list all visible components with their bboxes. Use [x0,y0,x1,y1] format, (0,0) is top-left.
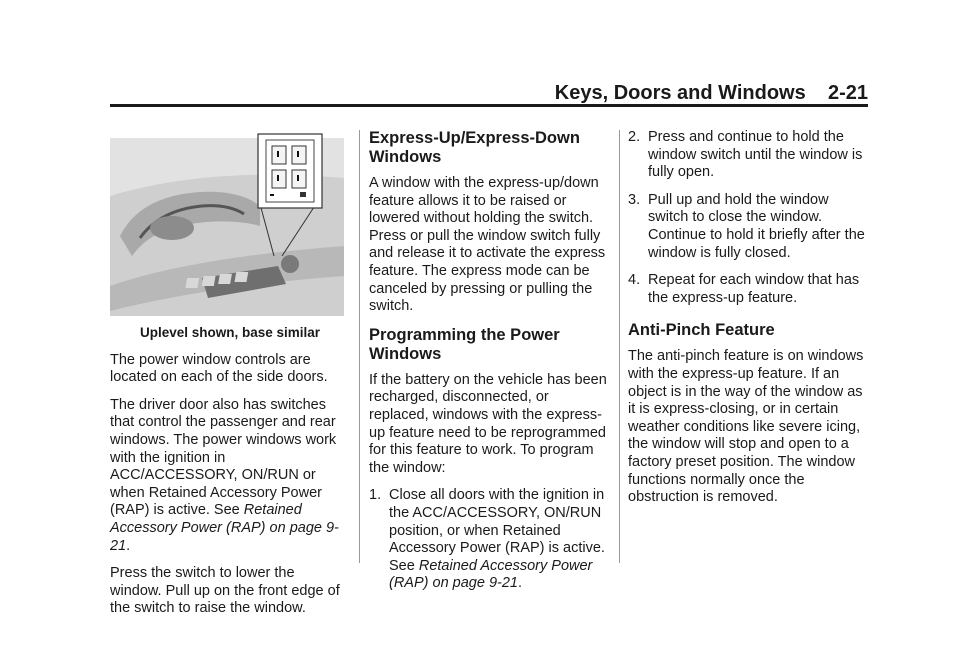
paragraph-programming-intro: If the battery on the vehicle has been recharged, disconnected, or replaced, windows with the express-up feature need to be reprogrammed for this feature to work. To program the window: [369,371,607,476]
step-2 [628,129,870,182]
step-3 [628,192,870,262]
step-1 [369,487,609,593]
step-1-number: 1. [369,487,382,504]
step-2-text: Press and continue to hold the window switch until the window is fully open. [648,129,863,181]
paragraph-anti-pinch: The anti-pinch feature is on windows with the express-up feature. If an object is in the way of the window as it is express-closing, or in certain weather conditions like severe icing, the window will stop and open to a factory preset position. The window functions normally once the obstruction is removed. [628,348,864,506]
paragraph-controls-location: The power window controls are located on each of the side doors. [110,351,328,386]
step-1-rap-link[interactable]: Retained Accessory Power (RAP) on page 9-21 [389,557,593,592]
figure-caption: Uplevel shown, base similar [139,325,321,340]
heading-anti-pinch: Anti-Pinch Feature [628,321,775,340]
driver-door-text: The driver door also has switches that control the passenger and rear windows. The power windows work with the ignition in ACC/ACCESSORY, ON/RUN or when Retained Accessory Power (RAP) is active. See [110,396,337,519]
step-2-number: 2. [628,129,641,145]
step-1-text-end: . [517,575,522,592]
column-2 [369,129,609,603]
steps-list-part-1 [369,487,609,593]
paragraph-driver-door [110,397,350,555]
step-4 [628,272,870,307]
step-3-number: 3. [628,191,641,208]
step-3-text: Pull up and hold the window switch to close the window. Continue to hold it briefly after the window is fully closed. [648,191,865,261]
step-1-text: Close all doors with the ignition in the ACC/ACCESSORY, ON/RUN position, or when Retained Accessory Power (RAP) is active. See [389,487,605,574]
step-4-number: 4. [628,272,641,289]
column-divider-2 [619,130,620,563]
step-4-text: Repeat for each window that has the express-up feature. [648,272,860,306]
door-panel-drawing [110,126,344,318]
door-switch-illustration [110,126,344,318]
driver-door-text-end: . [126,537,131,554]
heading-express-windows: Express-Up/Express-Down Windows [369,129,580,166]
paragraph-express-feature: A window with the express-up/down feature allows it to be raised or lowered without holding the switch. Press or pull the window switch fully and release it to activate the express feature. The express mode can be canceled by pressing or pulling the switch. [369,175,606,315]
column-1 [110,126,350,628]
rap-reference-link[interactable]: Retained Accessory Power (RAP) on page 9-21 [110,502,339,554]
column-3 [628,129,870,517]
heading-programming: Programming the Power Windows [369,325,560,363]
page-header [110,82,868,106]
steps-list-part-2 [628,129,870,307]
paragraph-switch-usage: Press the switch to lower the window. Pull up on the front edge of the switch to raise the window. [110,565,340,617]
header-title: Keys, Doors and Windows 2-21 [554,82,868,104]
column-divider-1 [359,130,360,563]
header-rule [110,104,868,107]
